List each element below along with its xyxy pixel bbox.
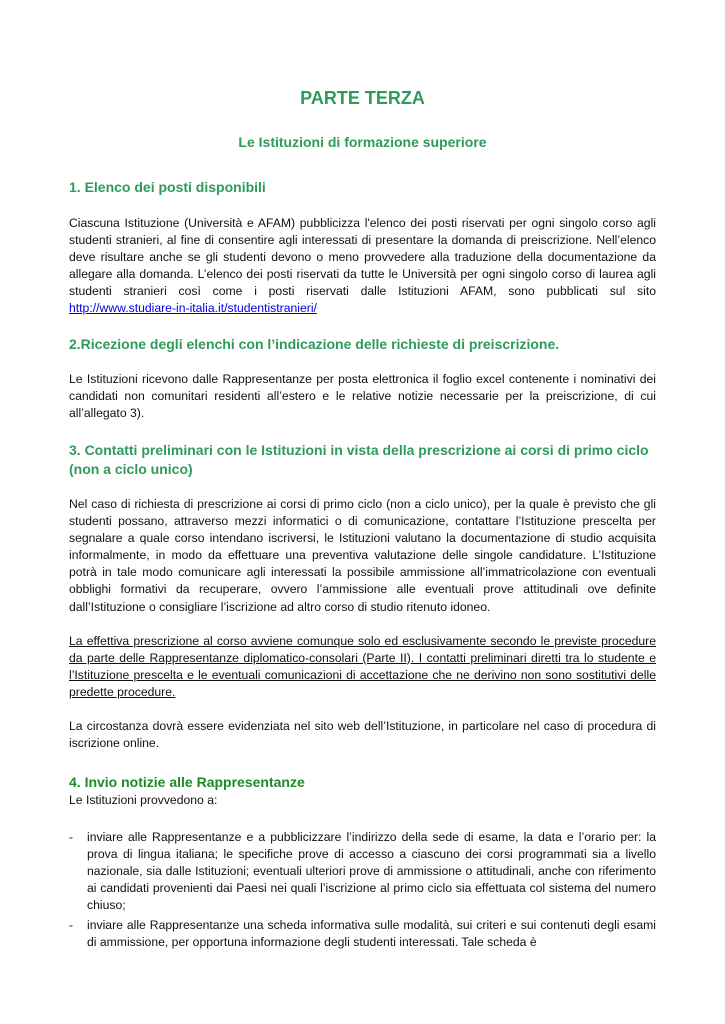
dash-bullet-icon: -	[69, 917, 74, 932]
list-item	[69, 917, 656, 951]
section-heading: 4. Invio notizie alle Rappresentanze	[69, 774, 305, 790]
underlined-paragraph: La effettiva prescrizione al corso avviene comunque solo ed esclusivamente secondo le previste procedure da parte delle Rappresentanze diplomatico-consolari (Parte II). I contatti preliminari diretti tra lo studente e l’Istituzione prescelta e le eventuali comunicazioni di accettazione che ne derivino non sono sostitutivi delle predette procedure.	[69, 633, 656, 699]
paragraph-text: Ciascuna Istituzione (Università e AFAM) pubblicizza l'elenco dei posti riservati per ogni singolo corso agli studenti stranieri, al fine di consentire agli interessati di presentare la domanda di preiscrizione. Nell’elenco deve risultare anche se gli studenti devono o meno provvedere alla traduzione della documentazione da allegare alla domanda. L’elenco dei posti riservati da tutte le Università per ogni singolo corso di laurea agli studenti stranieri così come i posti riservati dalle Istituzioni AFAM, sono pubblicati sul sito	[69, 216, 656, 299]
section-2	[69, 335, 656, 422]
list-item-text: inviare alle Rappresentanze una scheda informativa sulle modalità, sui criteri e sui contenuti degli esami di ammissione, per opportuna informazione degli studenti interessati. Tale scheda è	[87, 917, 656, 949]
section-4	[69, 773, 656, 953]
section-3	[69, 441, 656, 752]
section-intro: Le Istituzioni provvedono a:	[69, 793, 218, 807]
studiare-in-italia-link[interactable]: http://www.studiare-in-italia.it/studentistranieri/	[69, 301, 317, 316]
page-title: PARTE TERZA	[300, 88, 425, 108]
note-paragraph: La circostanza dovrà essere evidenziata nel sito web dell’Istituzione, in particolare nel caso di procedura di iscrizione online.	[69, 719, 656, 751]
notice-list	[69, 829, 656, 951]
section-paragraph	[69, 215, 656, 318]
section-heading: 1. Elenco dei posti disponibili	[69, 179, 266, 195]
section-heading: 2.Ricezione degli elenchi con l’indicazione delle richieste di preiscrizione.	[69, 336, 560, 352]
section-paragraph: Le Istituzioni ricevono dalle Rappresentanze per posta elettronica il foglio excel contenente i nominativi dei candidati non comunitari residenti all’estero e le relative notizie necessarie per la preiscrizione, di cui all’allegato 3).	[69, 372, 656, 421]
list-item	[69, 829, 656, 914]
section-heading: 3. Contatti preliminari con le Istituzioni in vista della prescrizione ai corsi di primo ciclo (non a ciclo unico)	[69, 442, 649, 477]
dash-bullet-icon: -	[69, 830, 74, 845]
section-1	[69, 178, 656, 318]
list-item-text: inviare alle Rappresentanze e a pubblicizzare l’indirizzo della sede di esame, la data e l’orario per: la prova di lingua italiana; le specifiche prove di accesso a ciascuno dei corsi programmati sia a livello nazionale, sia dalle Istituzioni; eventuali ulteriori prove di ammissione o attitudinali, anche con riferimento ai candidati provenienti dai Paesi nei quali l’iscrizione al primo ciclo sia effettuata col sistema del numero chiuso;	[87, 830, 656, 913]
section-paragraph: Nel caso di richiesta di prescrizione ai corsi di primo ciclo (non a ciclo unico), per la quale è previsto che gli studenti possano, attraverso mezzi informatici o di comunicazione, contattare l’Istituzione prescelta per segnalare a quale corso intendano iscriversi, le Istituzioni valutano la documentazione di studio acquisita informalmente, in modo da effettuare una preventiva valutazione delle singole candidature. L’Istituzione potrà in tale modo comunicare agli interessati la possibile ammissione all’immatricolazione con eventuali obblighi formativi da recuperare, ovvero l’ammissione alle eventuali prove attitudinali ove definite dall’Istituzione o consigliare l’iscrizione ad altro corso di studio ritenuto idoneo.	[69, 497, 656, 614]
page-subtitle: Le Istituzioni di formazione superiore	[238, 134, 487, 150]
